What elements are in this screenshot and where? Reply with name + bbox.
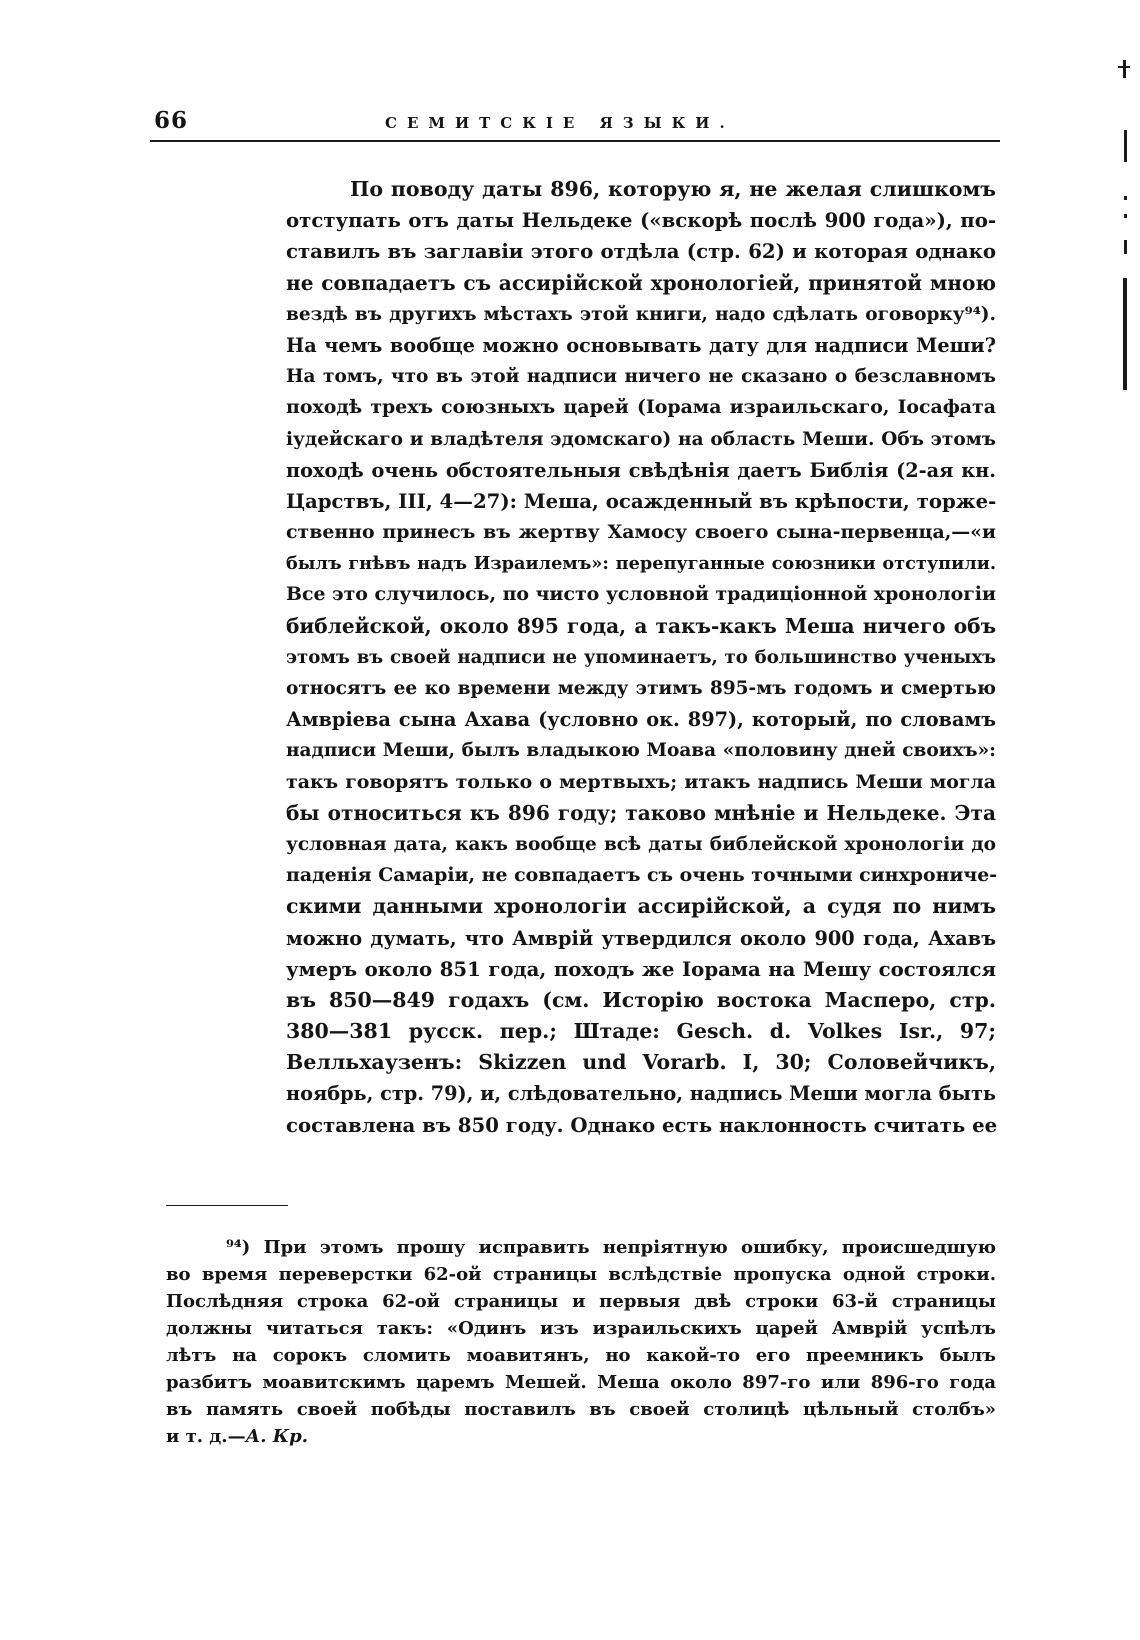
text-line: надписи Меши, былъ владыкою Моава «половину дней своихъ»: (286, 740, 996, 762)
text-line: 380—381 русск. пер.; Штаде: Gesch. d. Volkes Isr., 97; (286, 1019, 996, 1044)
scan-mark (1124, 196, 1127, 200)
text-line: составлена въ 850 году. Однако есть наклонность считать ее (286, 1113, 998, 1137)
footnote (166, 1234, 996, 1450)
footnote-divider (166, 1205, 288, 1206)
text-line: условная дата, какъ вообще всѣ даты библейской хронологіи до (286, 833, 996, 855)
scan-mark (1124, 214, 1127, 218)
text-line: можно думать, что Амврій утвердился около 900 года, Ахавъ (286, 926, 996, 950)
text-line: такъ говорятъ только о мертвыхъ; итакъ надпись Меши могла (286, 770, 996, 793)
text-line: этомъ въ своей надписи не упоминаетъ, то большинство ученыхъ (286, 646, 996, 668)
text-line: іудейскаго и владѣтеля эдомскаго) на область Меши. Объ этомъ (286, 428, 996, 450)
scan-mark (1118, 66, 1130, 68)
footnote-line: ⁹⁴) При этомъ прошу исправить непріятную ошибку, происшедшую (226, 1237, 996, 1258)
page-number: 66 (154, 107, 189, 134)
footnote-line: лѣтъ на сорокъ сломить моавитянъ, но какой-то его преемникъ былъ (166, 1345, 996, 1366)
text-line: умеръ около 851 года, походъ же Іорама на Мешу состоялся (286, 957, 996, 981)
text-line: На томъ, что въ этой надписи ничего не сказано о безславномъ (286, 366, 996, 388)
text-line: не совпадаетъ съ ассирійской хронологіей, принятой мною (286, 270, 996, 295)
footnote-line: во время переверстки 62-ой страницы вслѣдствіе пропуска одной строки. (166, 1264, 996, 1285)
footnote-line: въ память своей побѣды поставилъ въ своей столицѣ цѣльный столбъ» (166, 1399, 996, 1420)
scan-mark (1124, 130, 1127, 162)
text-line: ноябрь, стр. 79), и, слѣдовательно, надпись Меши могла быть (286, 1082, 996, 1106)
scan-mark (1123, 278, 1127, 390)
text-line: По поводу даты 896, которую я, не желая слишкомъ (350, 177, 996, 201)
text-line: въ 850—849 годахъ (см. Исторію востока Масперо, стр. (286, 987, 996, 1012)
text-line: Велльхаузенъ: Skizzen und Vorarb. I, 30; Соловейчикъ, (286, 1050, 996, 1075)
footnote-etc: и т. д.— (166, 1426, 246, 1447)
scan-mark (1124, 240, 1127, 254)
text-line: относятъ ее ко времени между этимъ 895-мъ годомъ и смертью (286, 678, 996, 699)
footnote-line: разбитъ моавитскимъ царемъ Мешей. Меша около 897-го или 896-го года (166, 1372, 996, 1393)
text-line: ставилъ въ заглавіи этого отдѣла (стр. 62) и которая однако (286, 240, 996, 264)
text-line: паденія Самаріи, не совпадаетъ съ очень точными синхрониче- (286, 864, 998, 887)
page-header (150, 104, 1000, 142)
footnote-line: Послѣдняя строка 62-ой страницы и первыя двѣ строки 63-й страницы (166, 1291, 996, 1312)
main-text (286, 174, 996, 1141)
text-line: ственно принесъ въ жертву Хамосу своего сына-первенца,—«и (286, 521, 996, 544)
footnote-last-line (166, 1423, 996, 1450)
text-line: скими данными хронологіи ассирійской, а судя по нимъ (286, 894, 996, 919)
text-line: Все это случилось, по чисто условной традиціонной хронологіи (286, 583, 996, 606)
running-title: СЕМИТСКІЕ ЯЗЫКИ. (385, 114, 735, 132)
text-line: Амвріева сына Ахава (условно ок. 897), который, по словамъ (286, 708, 996, 732)
text-line: библейской, около 895 года, а такъ-какъ Меша ничего объ (286, 613, 996, 638)
text-line: былъ гнѣвъ надъ Израилемъ»: перепуганные союзники отступили. (286, 553, 996, 575)
text-line: вездѣ въ другихъ мѣстахъ этой книги, надо сдѣлать оговорку⁹⁴). (286, 303, 996, 325)
text-line: походѣ очень обстоятельныя свѣдѣнія даетъ Библія (2-ая кн. (286, 458, 996, 482)
text-line: Царствъ, III, 4—27): Меша, осажденный въ крѣпости, торже- (286, 489, 997, 513)
scan-mark (1123, 60, 1126, 78)
text-line: отступать отъ даты Нельдеке («вскорѣ послѣ 900 года»), по- (286, 209, 996, 233)
text-line: На чемъ вообще можно основывать дату для надписи Меши? (286, 333, 996, 357)
footnote-line: должны читаться такъ: «Одинъ изъ израильскихъ царей Амврій успѣлъ (166, 1318, 996, 1339)
footnote-author: А. Кр. (245, 1426, 308, 1447)
text-line: походѣ трехъ союзныхъ царей (Іорама израильскаго, Іосафата (286, 396, 996, 419)
text-line: бы относиться къ 896 году; таково мнѣніе и Нельдеке. Эта (286, 800, 996, 825)
